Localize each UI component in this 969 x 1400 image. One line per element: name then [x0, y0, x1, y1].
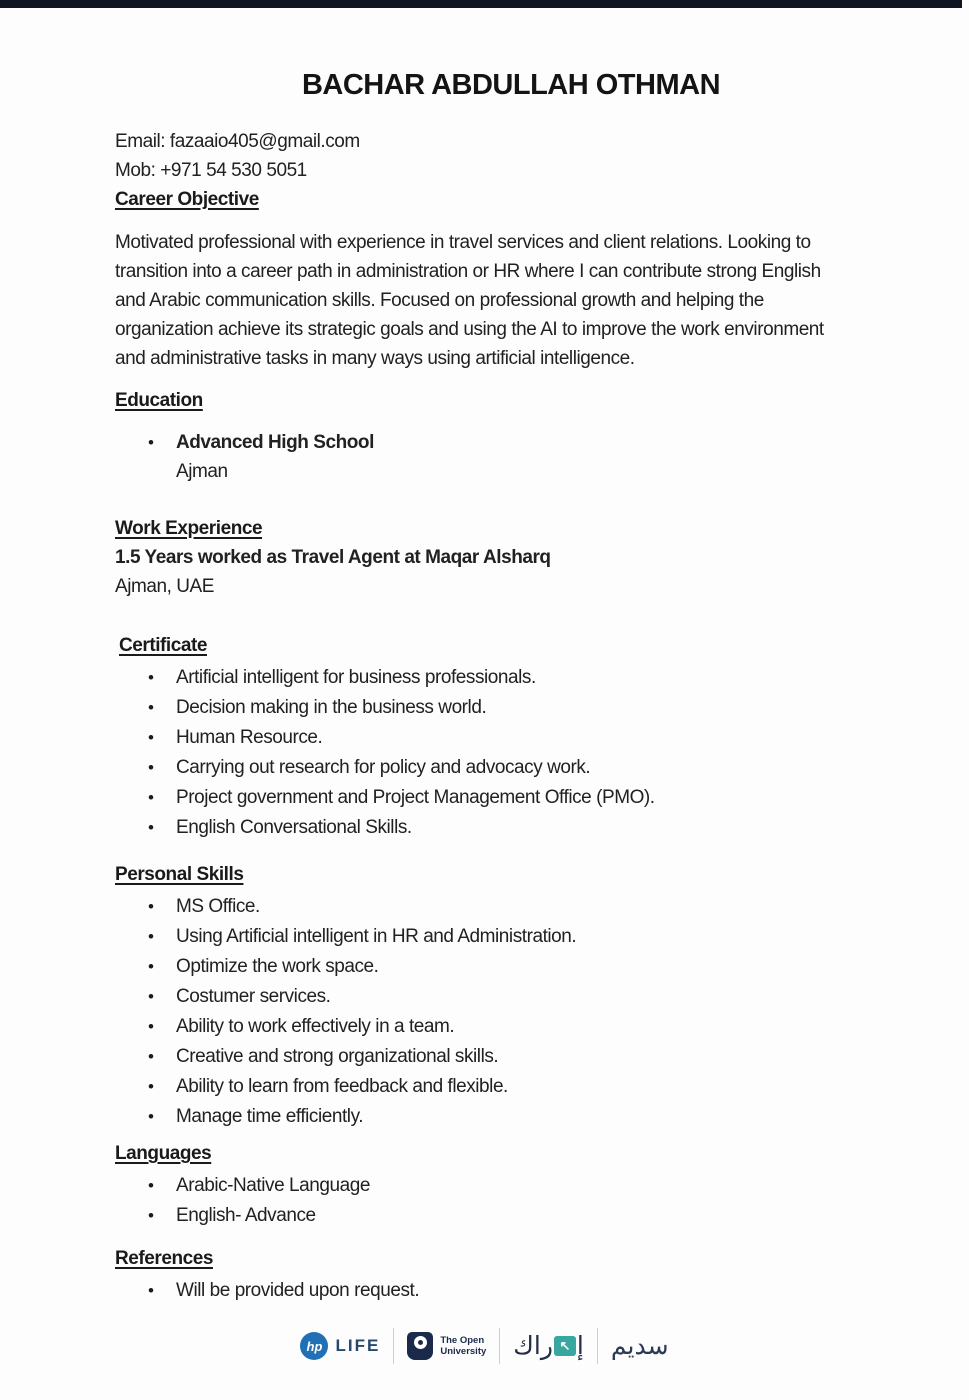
languages-heading: Languages [115, 1143, 212, 1164]
list-item [115, 428, 907, 486]
paragraph-line: transition into a career path in administration or HR where I can contribute strong English [115, 261, 821, 282]
list-item: • Artificial intelligent for business professionals. [115, 663, 907, 693]
open-university-label: The Open University [440, 1334, 487, 1357]
bullet-icon: • [148, 728, 154, 747]
paragraph-line: Motivated professional with experience in travel services and client relations. Looking to [115, 232, 811, 253]
list-item: • Ability to learn from feedback and flexible. [115, 1072, 907, 1102]
bullet-icon: • [148, 788, 154, 807]
sadeem-logo: سديم [610, 1332, 669, 1360]
list-item: • Project government and Project Management Office (PMO). [115, 783, 907, 813]
education-location: Ajman [176, 461, 228, 482]
bullet-icon: • [148, 1281, 154, 1300]
bullet-icon: • [148, 1176, 154, 1195]
edraak-logo [513, 1331, 584, 1361]
hp-life-label: LIFE [335, 1336, 381, 1355]
bullet-icon: • [148, 758, 154, 777]
open-university-logo [407, 1332, 486, 1360]
education-school: Advanced High School [176, 432, 374, 453]
page-title: BACHAR ABDULLAH OTHMAN [301, 69, 721, 101]
list-item: • Arabic-Native Language [115, 1171, 907, 1201]
work-experience-heading: Work Experience [115, 518, 263, 539]
hp-life-logo [300, 1332, 380, 1360]
contact-mobile: Mob: +971 54 530 5051 [115, 160, 307, 181]
list-item: • Costumer services. [115, 982, 907, 1012]
bullet-icon: • [148, 1107, 154, 1126]
personal-skills-heading: Personal Skills [115, 864, 244, 885]
paragraph-line: organization achieve its strategic goals and using the AI to improve the work environment [115, 319, 824, 340]
bullet-icon: • [148, 1077, 154, 1096]
career-objective-paragraph [115, 228, 907, 373]
open-university-shield-icon [407, 1332, 433, 1360]
bullet-icon: • [148, 1047, 154, 1066]
certificate-list [115, 663, 907, 843]
list-item: • English Conversational Skills. [115, 813, 907, 843]
bullet-icon: • [148, 668, 154, 687]
partner-logos-footer [0, 1320, 969, 1372]
bullet-icon: • [148, 1017, 154, 1036]
work-experience-location: Ajman, UAE [115, 576, 214, 597]
list-item: • MS Office. [115, 892, 907, 922]
edraak-text-left: راك [513, 1332, 553, 1360]
contact-block [115, 127, 907, 214]
bullet-icon: • [148, 897, 154, 916]
list-item: • Ability to work effectively in a team. [115, 1012, 907, 1042]
open-university-ring-icon [414, 1336, 427, 1349]
list-item: • Manage time efficiently. [115, 1102, 907, 1132]
hp-logo-icon: hp [300, 1332, 328, 1360]
list-item: • Will be provided upon request. [115, 1276, 907, 1306]
work-experience-role: 1.5 Years worked as Travel Agent at Maqar Alsharq [115, 547, 551, 568]
edraak-arrow-icon: ↖ [554, 1336, 576, 1356]
bullet-icon: • [148, 987, 154, 1006]
bullet-icon: • [148, 698, 154, 717]
bullet-icon: • [148, 957, 154, 976]
list-item: • English- Advance [115, 1201, 907, 1231]
window-top-bar [0, 0, 962, 8]
bullet-icon: • [148, 433, 154, 452]
education-heading: Education [115, 390, 203, 411]
certificate-heading: Certificate [119, 635, 207, 656]
edraak-text-right: إ [576, 1332, 584, 1360]
list-item: • Decision making in the business world. [115, 693, 907, 723]
list-item: • Using Artificial intelligent in HR and Administration. [115, 922, 907, 952]
list-item: • Carrying out research for policy and advocacy work. [115, 753, 907, 783]
list-item: • Human Resource. [115, 723, 907, 753]
education-list [115, 428, 907, 486]
paragraph-line: and administrative tasks in many ways using artificial intelligence. [115, 348, 635, 369]
bullet-icon: • [148, 1206, 154, 1225]
bullet-icon: • [148, 927, 154, 946]
footer-divider [393, 1328, 394, 1364]
career-objective-heading: Career Objective [115, 189, 259, 210]
list-item: • Creative and strong organizational skills. [115, 1042, 907, 1072]
languages-list [115, 1171, 907, 1231]
bullet-icon: • [148, 818, 154, 837]
footer-divider [499, 1328, 500, 1364]
list-item: • Optimize the work space. [115, 952, 907, 982]
references-list [115, 1276, 907, 1306]
resume-document [0, 8, 969, 1306]
contact-email: Email: fazaaio405@gmail.com [115, 131, 360, 152]
references-heading: References [115, 1248, 213, 1269]
personal-skills-list [115, 892, 907, 1132]
footer-divider [597, 1328, 598, 1364]
paragraph-line: and Arabic communication skills. Focused on professional growth and helping the [115, 290, 764, 311]
